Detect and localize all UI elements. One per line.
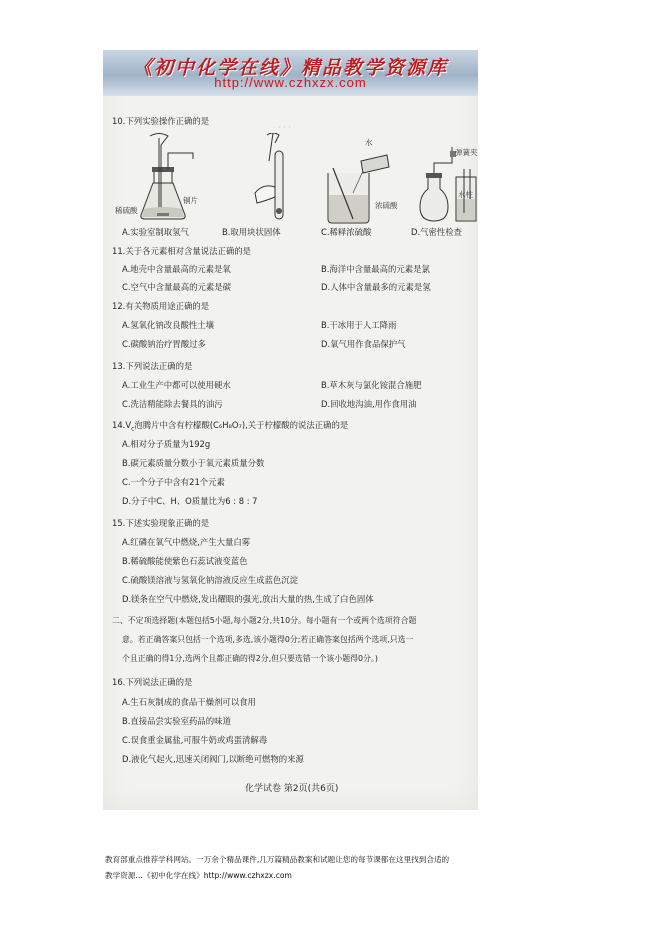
banner-title: 《初中化学在线》精品教学资源库 bbox=[132, 57, 448, 79]
q16-option-a: A.生石灰制成的食品干燥剂可以食用 bbox=[122, 697, 256, 707]
section2-line3: 个且正确的得1分,选两个且都正确的得2分,但只要选错一个该小题得0分。) bbox=[122, 654, 378, 663]
q11-option-b: B.海洋中含量最高的元素是氯 bbox=[321, 264, 430, 274]
label-concentrated-sulfuric-acid: 浓硫酸 bbox=[375, 201, 398, 210]
q14-option-c: C.一个分子中含有21个元素 bbox=[122, 477, 225, 487]
figure-test-tube-solid bbox=[253, 133, 298, 225]
banner-url[interactable]: http://www.czhxzx.com bbox=[214, 75, 367, 90]
figure-dilution-beaker bbox=[323, 133, 393, 225]
q10-option-d: D.气密性检查 bbox=[411, 227, 462, 237]
scanned-exam-page bbox=[103, 50, 478, 810]
footer-line-2[interactable]: 教学资源…《初中化学在线》http://www.czhxzx.com bbox=[105, 871, 292, 880]
q12-stem: 12.有关物质用途正确的是 bbox=[112, 301, 210, 311]
q16-stem: 16.下列说法正确的是 bbox=[112, 677, 193, 687]
q14-stem: $14.V_c$泡腾片中含有柠檬酸(C₆H₈O₇),关于柠檬酸的说法正确的是 bbox=[112, 420, 349, 433]
q12-option-c: C.碳酸钠治疗胃酸过多 bbox=[122, 339, 206, 349]
q10-option-b: B.取用块状固体 bbox=[222, 227, 281, 237]
footer-line-1: 教育部重点推荐学科网站。一万余个精品课件,几万篇精品教案和试题让您的每节课都在这里找到合适的 bbox=[105, 855, 450, 864]
q16-option-d: D.液化气起火,迅速关闭阀门,以断绝可燃物的来源 bbox=[122, 754, 304, 764]
q15-stem: 15.下述实验现象正确的是 bbox=[112, 518, 210, 528]
q11-option-d: D.人体中含量最多的元素是氢 bbox=[321, 282, 431, 292]
q10-stem: 10.下列实验操作正确的是 bbox=[112, 116, 210, 126]
q14-option-a: A.相对分子质量为192g bbox=[122, 439, 211, 449]
bleed-through-text: · · · · bbox=[273, 123, 291, 132]
label-water: 水 bbox=[365, 138, 373, 147]
q13-option-d: D.回收地沟油,用作食用油 bbox=[321, 399, 417, 409]
q13-option-a: A.工业生产中都可以使用硬水 bbox=[122, 380, 231, 390]
q15-option-b: B.稀硫酸能使紫色石蕊试液变蓝色 bbox=[122, 556, 248, 566]
q16-option-c: C.误食重金属盐,可服牛奶或鸡蛋清解毒 bbox=[122, 735, 268, 745]
q13-option-c: C.洗洁精能除去餐具的油污 bbox=[122, 399, 223, 409]
q15-option-c: C.硫酸镁溶液与氢氧化钠溶液反应生成蓝色沉淀 bbox=[122, 575, 299, 585]
q15-option-d: D.镁条在空气中燃烧,发出耀眼的强光,放出大量的热,生成了白色固体 bbox=[122, 594, 374, 604]
resource-banner bbox=[103, 50, 478, 96]
section2-line1: 二、不定项选择题(本题包括5小题,每小题2分,共10分。每小题有一个或两个选项符合题 bbox=[112, 616, 417, 625]
q14-option-b: B.碳元素质量分数小于氧元素质量分数 bbox=[122, 458, 265, 468]
q13-option-b: B.草木灰与氯化铵混合施肥 bbox=[321, 380, 422, 390]
q13-stem: 13.下列说法正确的是 bbox=[112, 361, 193, 371]
q11-option-a: A.地壳中含量最高的元素是氧 bbox=[122, 264, 231, 274]
q11-stem: 11.关于各元素相对含量说法正确的是 bbox=[112, 246, 251, 256]
q10-option-c: C.稀释浓硫酸 bbox=[321, 227, 372, 237]
label-dilute-sulfuric-acid: 稀硫酸 bbox=[115, 206, 138, 215]
q15-option-a: A.红磷在氧气中燃烧,产生大量白雾 bbox=[122, 537, 251, 547]
site-footer-note bbox=[105, 852, 575, 884]
label-copper-sheet: 铜片 bbox=[183, 196, 198, 205]
q12-option-d: D.氧气用作食品保护气 bbox=[321, 339, 406, 349]
q12-option-b: B.干冰用于人工降雨 bbox=[321, 320, 397, 330]
label-water-column: 水柱 bbox=[458, 190, 473, 199]
q16-option-b: B.直接品尝实验室药品的味道 bbox=[122, 716, 231, 726]
q14-option-d: D.分子中C、H、O质量比为6 : 8 : 7 bbox=[122, 496, 258, 506]
q10-option-a: A.实验室制取氢气 bbox=[122, 227, 189, 237]
q12-option-a: A.氢氧化钠改良酸性土壤 bbox=[122, 320, 214, 330]
exam-page-number: 化学试卷 第2页(共6页) bbox=[245, 784, 339, 794]
label-spring-clip: 弹簧夹 bbox=[455, 148, 478, 157]
section2-line2: 意。若正确答案只包括一个选项,多选,该小题得0分;若正确答案包括两个选项,只选一 bbox=[122, 635, 414, 644]
q11-option-c: C.空气中含量最高的元素是碳 bbox=[122, 282, 232, 292]
